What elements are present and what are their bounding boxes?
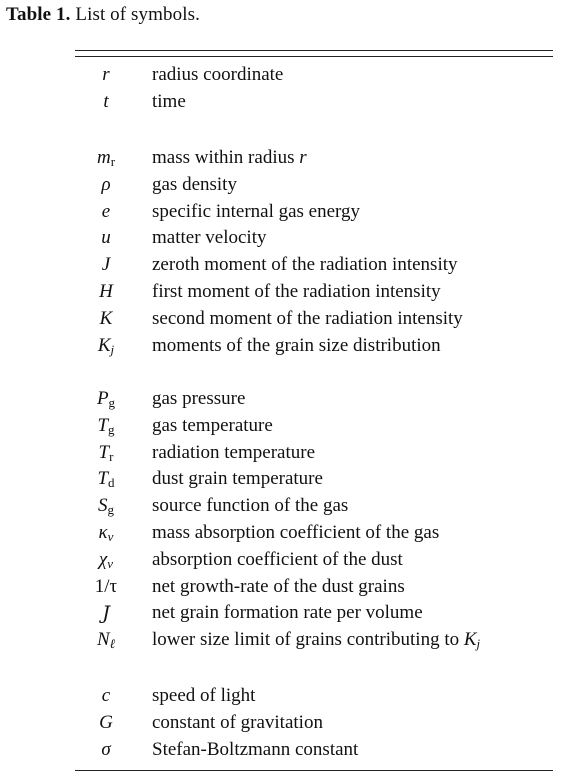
table-row xyxy=(75,386,553,412)
table-title: List of symbols. xyxy=(70,4,200,25)
symbol-text: σ xyxy=(101,738,111,760)
description-variable: r xyxy=(299,147,307,168)
symbol-cell xyxy=(75,737,137,763)
description-cell xyxy=(152,333,441,359)
symbol-text: H xyxy=(99,281,113,302)
description-cell xyxy=(152,89,186,115)
symbol-text: r xyxy=(102,64,110,85)
symbol-subscript: r xyxy=(110,154,116,169)
description-cell xyxy=(152,627,480,653)
table-row xyxy=(75,306,553,332)
symbol-text: T xyxy=(98,441,110,463)
description-text: speed of light xyxy=(152,685,256,706)
description-cell xyxy=(152,199,360,225)
symbol-cell xyxy=(75,62,137,88)
symbol-cell xyxy=(75,279,137,305)
table-row xyxy=(75,547,553,573)
symbol-text: 1/τ xyxy=(94,575,118,597)
table-label: Table 1. xyxy=(6,4,71,25)
symbol-text: T xyxy=(97,414,109,436)
symbol-cell xyxy=(75,627,137,653)
description-text: matter velocity xyxy=(152,227,267,249)
table-row xyxy=(75,145,553,171)
description-cell xyxy=(152,737,358,763)
symbol-text: G xyxy=(99,711,113,733)
description-text: absorption coefficient of the dust xyxy=(152,548,403,570)
table-row xyxy=(75,199,553,225)
description-cell xyxy=(152,520,439,546)
symbol-text: K xyxy=(97,334,111,356)
table-row xyxy=(75,279,553,305)
symbol-subscript: g xyxy=(107,502,114,518)
table-row xyxy=(75,172,553,198)
description-text: gas pressure xyxy=(152,388,246,409)
symbol-text: χ xyxy=(98,548,108,570)
description-cell xyxy=(152,547,403,573)
symbol-subscript: r xyxy=(109,448,114,464)
symbol-cell xyxy=(75,683,137,709)
symbol-cell xyxy=(75,413,137,439)
description-text: lower size limit of grains contributing to xyxy=(152,629,464,651)
symbol-subscript: d xyxy=(108,475,115,491)
table-row xyxy=(75,683,553,709)
symbol-text: t xyxy=(103,90,109,112)
description-cell xyxy=(152,306,463,332)
table-row xyxy=(75,466,553,492)
description-cell xyxy=(152,252,458,278)
symbol-cell xyxy=(75,306,137,332)
table-row xyxy=(75,440,553,466)
symbol-cell xyxy=(75,199,137,225)
table-row xyxy=(75,600,553,626)
description-cell xyxy=(152,386,245,412)
symbol-text: u xyxy=(101,227,111,249)
symbol-text: e xyxy=(101,200,111,222)
symbol-cell xyxy=(75,386,137,412)
description-text: time xyxy=(152,90,186,112)
description-cell xyxy=(152,466,323,492)
description-cell xyxy=(152,600,423,626)
description-cell xyxy=(152,710,323,736)
table-caption xyxy=(6,4,200,26)
description-cell xyxy=(152,145,307,171)
symbol-cell xyxy=(75,89,137,115)
table-row xyxy=(75,252,553,278)
description-cell xyxy=(152,172,237,198)
table-row xyxy=(75,493,553,519)
description-cell xyxy=(152,574,405,600)
symbol-cell xyxy=(75,466,137,492)
description-text: zeroth moment of the radiation intensity xyxy=(152,254,458,276)
description-cell xyxy=(152,279,441,305)
symbol-cell xyxy=(75,520,137,546)
description-text: source function of the gas xyxy=(152,495,349,517)
table-row xyxy=(75,737,553,763)
description-cell xyxy=(152,225,266,251)
description-text: Stefan-Boltzmann constant xyxy=(152,738,359,760)
table-row xyxy=(75,627,553,653)
description-cell xyxy=(152,413,273,439)
table-row xyxy=(75,62,553,88)
bottom-rule xyxy=(75,770,553,771)
description-text: gas density xyxy=(152,173,237,195)
table-row xyxy=(75,225,553,251)
description-cell xyxy=(152,440,315,466)
table-row xyxy=(75,89,553,115)
description-text: second moment of the radiation intensity xyxy=(152,307,463,329)
symbol-cell xyxy=(75,225,137,251)
symbol-cell xyxy=(75,600,137,627)
description-text: net growth-rate of the dust grains xyxy=(152,575,405,597)
symbol-cell xyxy=(75,547,137,573)
symbol-text: ρ xyxy=(101,173,111,195)
symbol-text: J xyxy=(102,602,110,625)
table-row xyxy=(75,710,553,736)
description-variable-subscript: j xyxy=(476,636,481,652)
symbol-text: N xyxy=(96,629,110,651)
symbol-cell xyxy=(75,710,137,736)
symbol-subscript: ν xyxy=(107,529,114,544)
symbol-text: S xyxy=(98,495,108,517)
table-row xyxy=(75,413,553,439)
description-text: mass within radius xyxy=(152,147,300,168)
description-cell xyxy=(152,62,283,88)
description-text: dust grain temperature xyxy=(152,468,323,490)
description-text: gas temperature xyxy=(152,414,273,436)
symbol-cell xyxy=(75,172,137,198)
table-row xyxy=(75,520,553,546)
symbol-cell xyxy=(75,493,137,519)
symbol-text: c xyxy=(101,685,111,706)
description-text: moments of the grain size distribution xyxy=(152,334,441,356)
description-cell xyxy=(152,493,348,519)
top-rule-inner xyxy=(75,56,553,57)
symbol-subscript: g xyxy=(108,395,116,410)
description-text: constant of gravitation xyxy=(152,711,323,733)
symbol-cell xyxy=(75,333,137,359)
description-text: mass absorption coefficient of the gas xyxy=(152,522,440,543)
symbol-text: m xyxy=(96,147,111,168)
symbol-subscript: g xyxy=(108,421,115,437)
symbol-subscript: j xyxy=(110,341,115,357)
symbol-cell xyxy=(75,440,137,466)
description-text: radius coordinate xyxy=(152,64,284,85)
symbol-cell xyxy=(75,574,137,600)
table-row xyxy=(75,574,553,600)
symbol-subscript: ν xyxy=(107,555,114,571)
symbol-cell xyxy=(75,145,137,171)
description-variable: K xyxy=(463,629,477,651)
description-text: specific internal gas energy xyxy=(152,200,361,222)
symbol-text: P xyxy=(96,388,109,409)
description-cell xyxy=(152,683,255,709)
symbol-cell xyxy=(75,252,137,278)
symbol-text: J xyxy=(101,254,111,276)
table-row xyxy=(75,333,553,359)
symbol-text: K xyxy=(99,307,113,329)
top-rule-outer xyxy=(75,50,553,51)
symbol-text: T xyxy=(97,468,109,490)
symbol-subscript: ℓ xyxy=(109,636,116,652)
description-text: radiation temperature xyxy=(152,441,316,463)
symbol-text: κ xyxy=(98,522,108,543)
description-text: first moment of the radiation intensity xyxy=(152,281,441,302)
description-text: net grain formation rate per volume xyxy=(152,602,423,624)
